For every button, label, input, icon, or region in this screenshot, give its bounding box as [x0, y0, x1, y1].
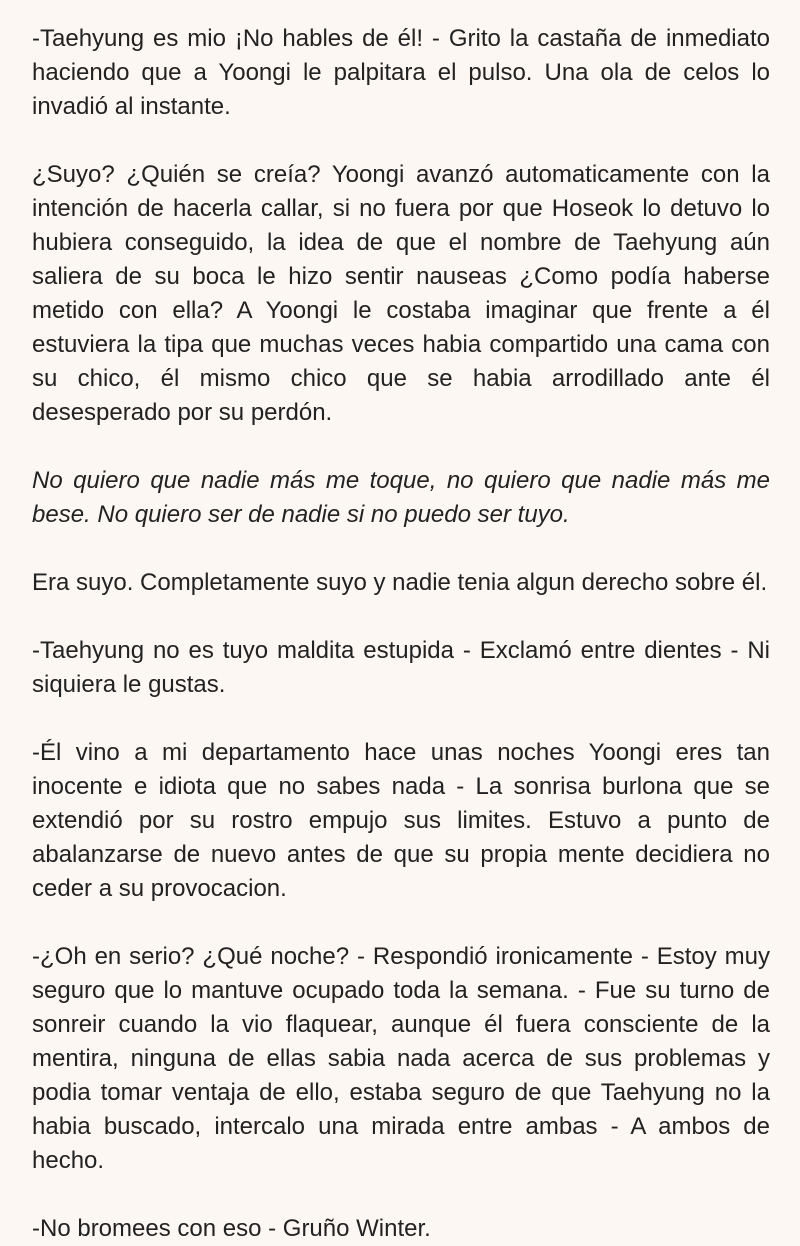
paragraph-3-italic-quote: No quiero que nadie más me toque, no quiero que nadie más me bese. No quiero ser de nadie si no puedo ser tuyo. — [32, 467, 770, 528]
paragraph-4: Era suyo. Completamente suyo y nadie tenia algun derecho sobre él. — [32, 569, 768, 596]
paragraph-7: -¿Oh en serio? ¿Qué noche? - Respondió ironicamente - Estoy muy seguro que lo mantuve ocupado toda la semana. - Fue su turno de sonreir cuando la vio flaquear, aunque él fuera consciente de la mentira, ninguna de ellas sabia nada acerca de sus problemas y podia tomar ventaja de ello, estaba seguro de que Taehyung no la habia buscado, intercalo una mirada entre ambas - A ambos de hecho. — [32, 943, 770, 1174]
paragraph-2: ¿Suyo? ¿Quién se creía? Yoongi avanzó automaticamente con la intención de hacerla callar, si no fuera por que Hoseok lo detuvo lo hubiera conseguido, la idea de que el nombre de Taehyung aún saliera de su boca le hizo sentir nauseas ¿Como podía haberse metido con ella? A Yoongi le costaba imaginar que frente a él estuviera la tipa que muchas veces habia compartido una cama con su chico, él mismo chico que se habia arrodillado ante él desesperado por su perdón. — [32, 161, 770, 426]
paragraph-6: -Él vino a mi departamento hace unas noches Yoongi eres tan inocente e idiota que no sabes nada - La sonrisa burlona que se extendió por su rostro empujo sus limites. Estuvo a punto de abalanzarse de nuevo antes de que su propia mente decidiera no ceder a su provocacion. — [32, 739, 770, 902]
paragraph-1: -Taehyung es mio ¡No hables de él! - Grito la castaña de inmediato haciendo que a Yoongi le palpitara el pulso. Una ola de celos lo invadió al instante. — [32, 25, 770, 120]
paragraph-5: -Taehyung no es tuyo maldita estupida - Exclamó entre dientes - Ni siquiera le gustas. — [32, 637, 770, 698]
paragraph-8: -No bromees con eso - Gruño Winter. — [32, 1215, 431, 1242]
